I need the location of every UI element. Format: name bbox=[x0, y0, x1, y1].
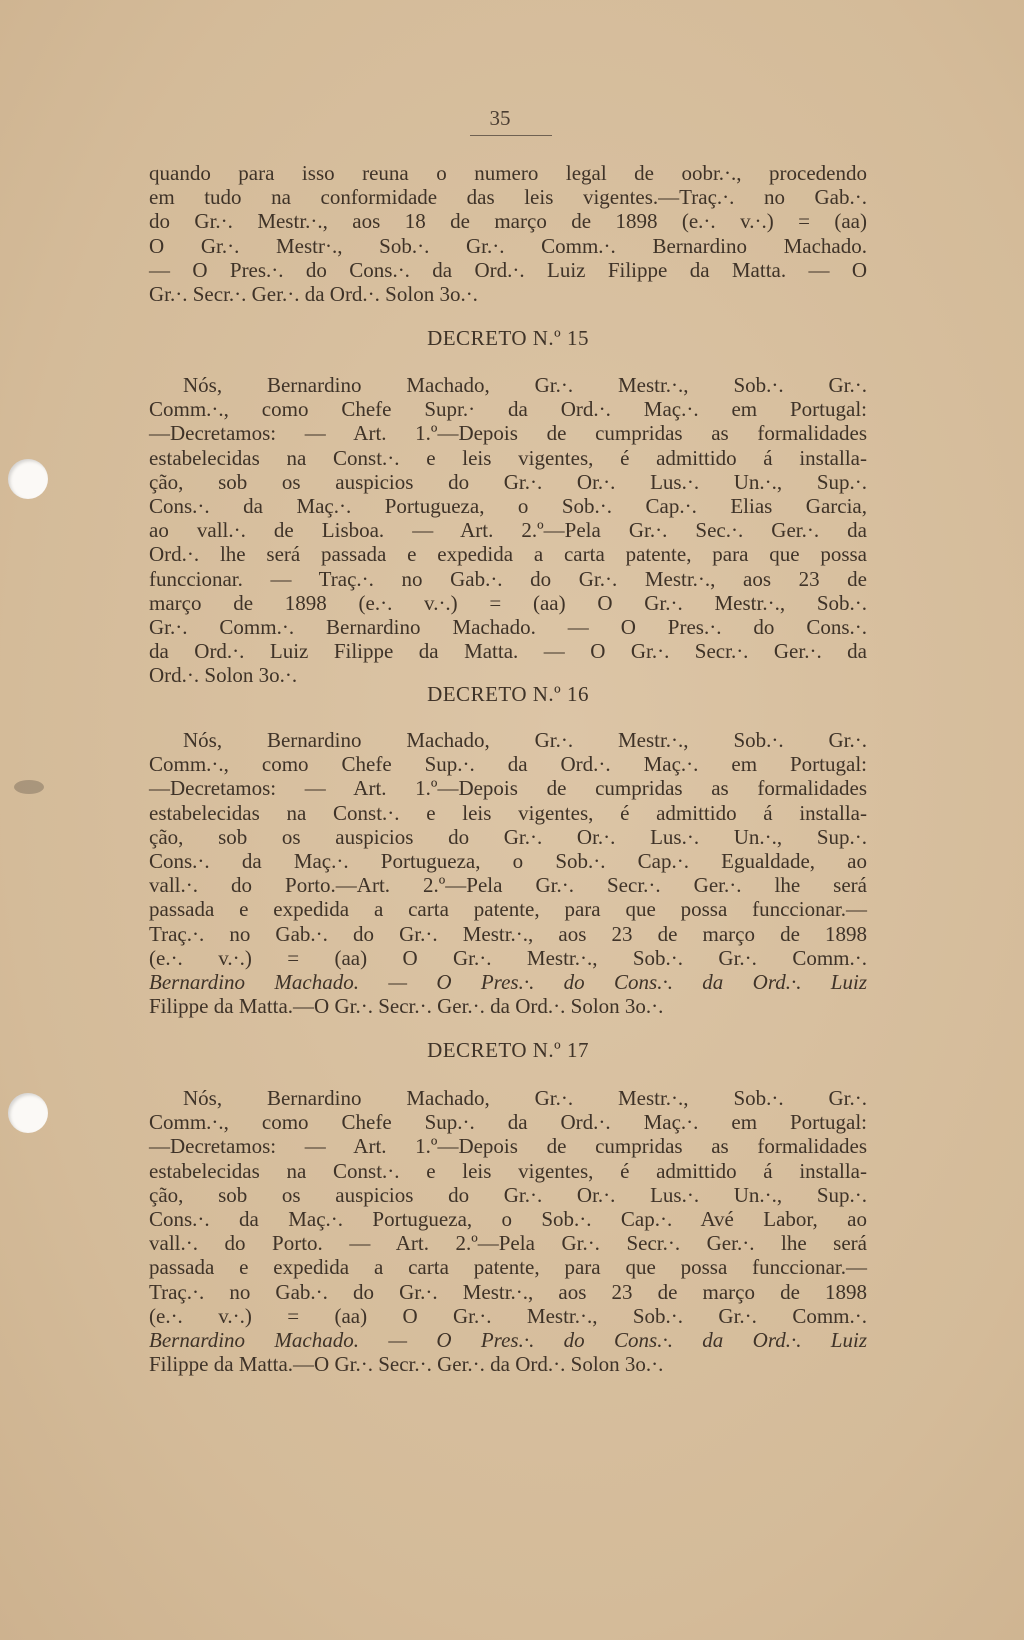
decree-15-line: Gr.·. Comm.·. Bernardino Machado. — O Pres.·. do Cons.·. bbox=[149, 615, 867, 640]
intro-line: — O Pres.·. do Cons.·. da Ord.·. Luiz Filippe da Matta. — O bbox=[149, 257, 867, 282]
decree-15-body bbox=[149, 373, 867, 688]
decree-16-line: Cons.·. da Maç.·. Portugueza, o Sob.·. Cap.·. Egualdade, ao bbox=[149, 849, 867, 874]
decree-15-line: Cons.·. da Maç.·. Portugueza, o Sob.·. Cap.·. Elias Garcia, bbox=[149, 494, 867, 519]
decree-17-line: Bernardino Machado. — O Pres.·. do Cons.·. da Ord.·. Luiz bbox=[149, 1328, 867, 1353]
decree-15-line: Nós, Bernardino Machado, Gr.·. Mestr.·., Sob.·. Gr.·. bbox=[183, 373, 867, 397]
decree-17-heading: DECRETO N.º 17 bbox=[427, 1038, 589, 1062]
intro-line: O Gr.·. Mestr·., Sob.·. Gr.·. Comm.·. Bernardino Machado. bbox=[149, 233, 867, 258]
decree-16-line: Bernardino Machado. — O Pres.·. do Cons.·. da Ord.·. Luiz bbox=[149, 970, 867, 995]
decree-15-heading: DECRETO N.º 15 bbox=[427, 326, 589, 350]
decree-17-line: —Decretamos: — Art. 1.º—Depois de cumpridas as formalidades bbox=[149, 1134, 867, 1159]
decree-17-line: vall.·. do Porto. — Art. 2.º—Pela Gr.·. Secr.·. Ger.·. lhe será bbox=[149, 1231, 867, 1256]
page-number-rule bbox=[470, 135, 552, 136]
decree-15-line: ao vall.·. de Lisboa. — Art. 2.º—Pela Gr.·. Sec.·. Ger.·. da bbox=[149, 518, 867, 543]
decree-17-line: Nós, Bernardino Machado, Gr.·. Mestr.·., Sob.·. Gr.·. bbox=[183, 1086, 867, 1110]
decree-16-line: estabelecidas na Const.·. e leis vigentes, é admittido á installa- bbox=[149, 800, 867, 825]
decree-15-line: —Decretamos: — Art. 1.º—Depois de cumpridas as formalidades bbox=[149, 421, 867, 446]
decree-16-line: Nós, Bernardino Machado, Gr.·. Mestr.·., Sob.·. Gr.·. bbox=[183, 728, 867, 752]
decree-16-line: Traç.·. no Gab.·. do Gr.·. Mestr.·., aos 23 de março de 1898 bbox=[149, 921, 867, 946]
decree-17-line: ção, sob os auspicios do Gr.·. Or.·. Lus.·. Un.·., Sup.·. bbox=[149, 1182, 867, 1207]
decree-17-line: Traç.·. no Gab.·. do Gr.·. Mestr.·., aos 23 de março de 1898 bbox=[149, 1279, 867, 1304]
intro-line: do Gr.·. Mestr.·., aos 18 de março de 1898 (e.·. v.·.) = (aa) bbox=[149, 209, 867, 234]
decree-16-line: —Decretamos: — Art. 1.º—Depois de cumpridas as formalidades bbox=[149, 776, 867, 801]
ink-stain bbox=[14, 780, 44, 794]
decree-15-line: estabelecidas na Const.·. e leis vigentes, é admittido á installa- bbox=[149, 445, 867, 470]
decree-17-line: Comm.·., como Chefe Sup.·. da Ord.·. Maç.·. em Portugal: bbox=[149, 1110, 867, 1135]
intro-line: Gr.·. Secr.·. Ger.·. da Ord.·. Solon 3o.·. bbox=[149, 282, 478, 307]
decree-17-line: Cons.·. da Maç.·. Portugueza, o Sob.·. Cap.·. Avé Labor, ao bbox=[149, 1207, 867, 1232]
decree-16-line: Comm.·., como Chefe Sup.·. da Ord.·. Maç.·. em Portugal: bbox=[149, 752, 867, 777]
decree-15-line: Comm.·., como Chefe Supr.· da Ord.·. Maç.·. em Portugal: bbox=[149, 397, 867, 422]
decree-16-line: (e.·. v.·.) = (aa) O Gr.·. Mestr.·., Sob.·. Gr.·. Comm.·. bbox=[149, 945, 867, 970]
punch-hole-top bbox=[8, 459, 48, 499]
decree-15-line: Ord.·. Solon 3o.·. bbox=[149, 663, 298, 688]
decree-16-body bbox=[149, 728, 867, 1018]
decree-17-line: Filippe da Matta.—O Gr.·. Secr.·. Ger.·. da Ord.·. Solon 3o.·. bbox=[149, 1352, 664, 1377]
decree-17-body bbox=[149, 1086, 867, 1376]
decree-16-line: vall.·. do Porto.—Art. 2.º—Pela Gr.·. Secr.·. Ger.·. lhe será bbox=[149, 873, 867, 898]
decree-16-line: passada e expedida a carta patente, para que possa funccionar.— bbox=[149, 897, 867, 922]
decree-17-line: estabelecidas na Const.·. e leis vigentes, é admittido á installa- bbox=[149, 1158, 867, 1183]
decree-15-line: Ord.·. lhe será passada e expedida a carta patente, para que possa bbox=[149, 542, 867, 567]
decree-16-line: ção, sob os auspicios do Gr.·. Or.·. Lus.·. Un.·., Sup.·. bbox=[149, 824, 867, 849]
decree-15-line: funccionar. — Traç.·. no Gab.·. do Gr.·. Mestr.·., aos 23 de bbox=[149, 566, 867, 591]
punch-hole-bottom bbox=[8, 1093, 48, 1133]
decree-15-line: ção, sob os auspicios do Gr.·. Or.·. Lus.·. Un.·., Sup.·. bbox=[149, 469, 867, 494]
intro-line: em tudo na conformidade das leis vigentes.—Traç.·. no Gab.·. bbox=[149, 185, 867, 210]
intro-line: quando para isso reuna o numero legal de oobr.·., procedendo bbox=[149, 161, 867, 185]
decree-16-heading: DECRETO N.º 16 bbox=[427, 682, 589, 706]
decree-16-line: Filippe da Matta.—O Gr.·. Secr.·. Ger.·. da Ord.·. Solon 3o.·. bbox=[149, 994, 664, 1019]
intro-paragraph bbox=[149, 161, 867, 306]
decree-17-line: passada e expedida a carta patente, para que possa funccionar.— bbox=[149, 1255, 867, 1280]
decree-17-line: (e.·. v.·.) = (aa) O Gr.·. Mestr.·., Sob.·. Gr.·. Comm.·. bbox=[149, 1303, 867, 1328]
page-number: 35 bbox=[489, 106, 511, 130]
decree-15-line: março de 1898 (e.·. v.·.) = (aa) O Gr.·. Mestr.·., Sob.·. bbox=[149, 590, 867, 615]
decree-15-line: da Ord.·. Luiz Filippe da Matta. — O Gr.·. Secr.·. Ger.·. da bbox=[149, 639, 867, 664]
